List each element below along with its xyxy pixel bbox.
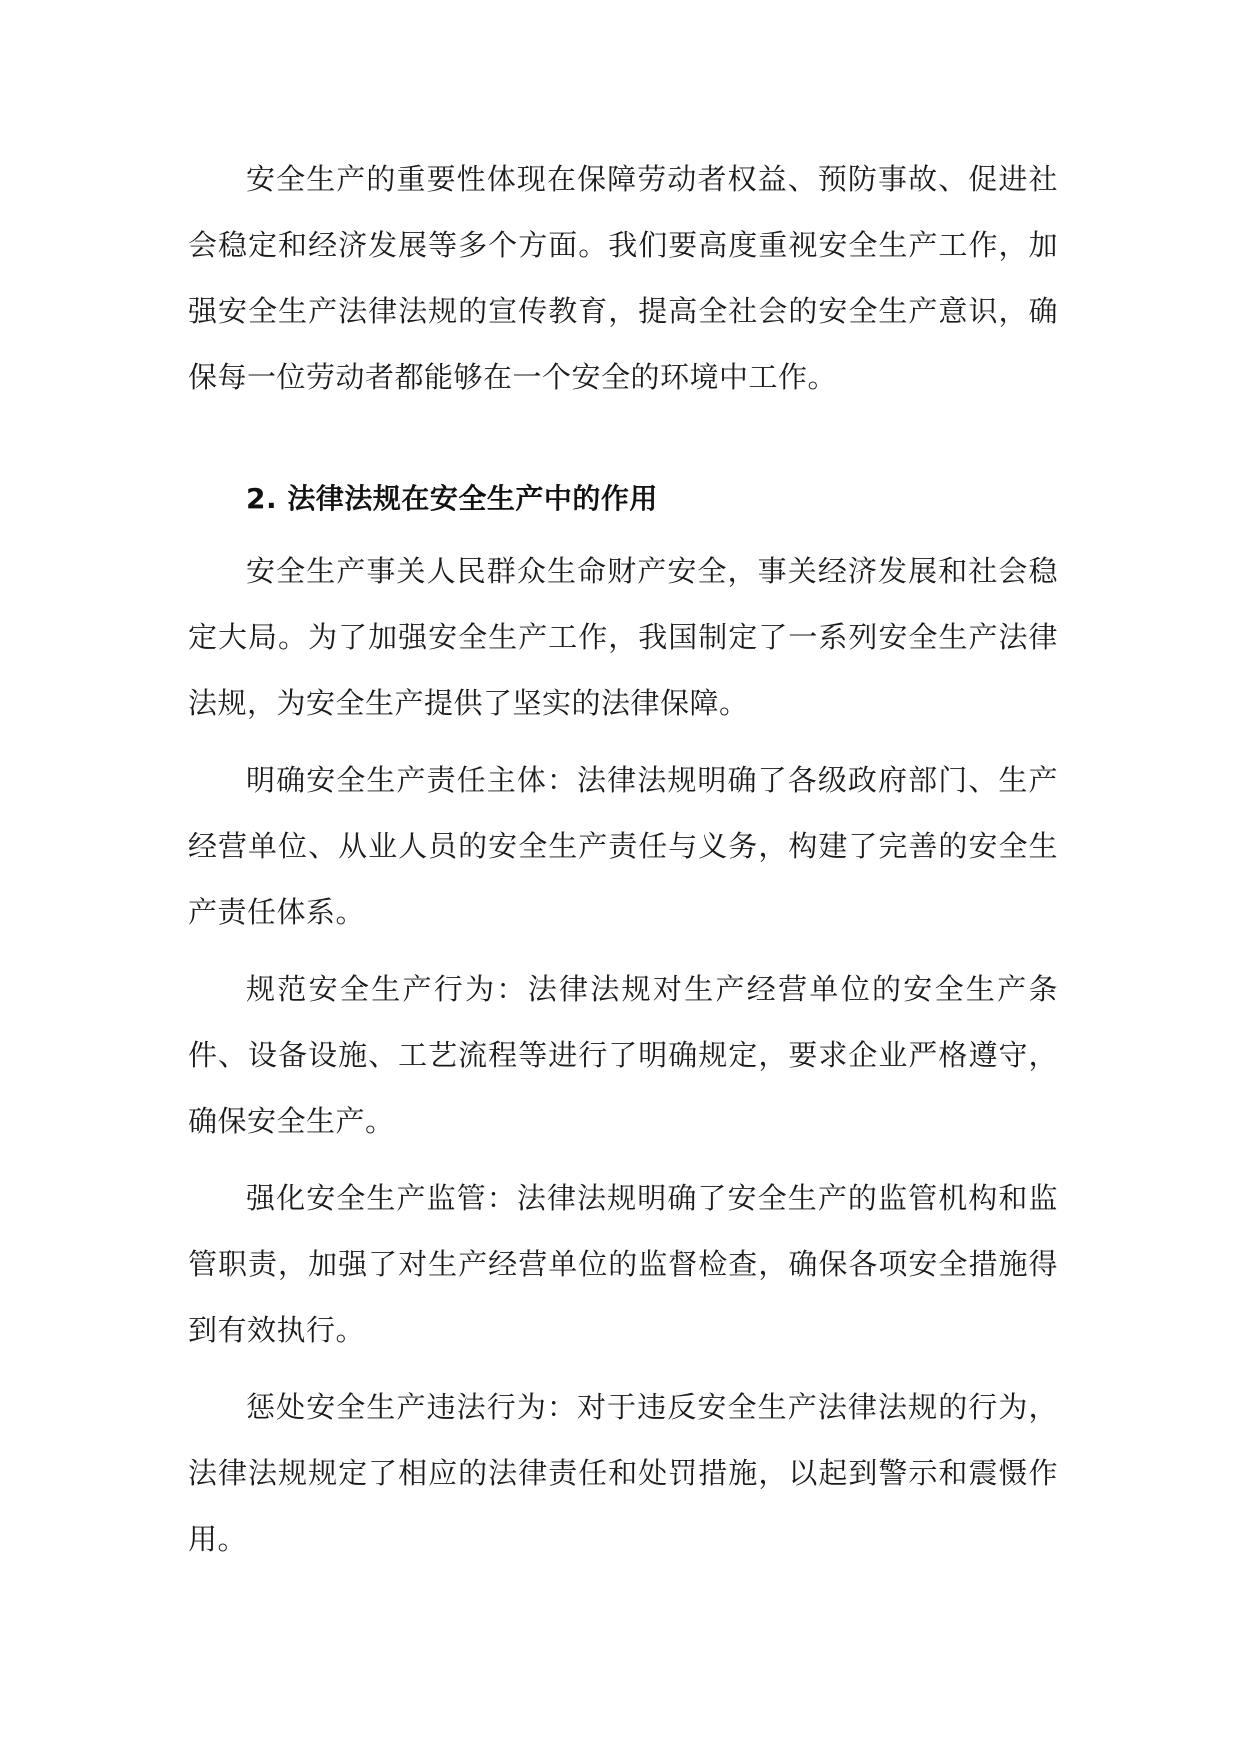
- paragraph-penalties: 惩处安全生产违法行为：对于违反安全生产法律法规的行为，法律法规规定了相应的法律责任和处罚措施，以起到警示和震慑作用。: [188, 1390, 1058, 1556]
- paragraph-regulate-behavior: 规范安全生产行为：法律法规对生产经营单位的安全生产条件、设备设施、工艺流程等进行了明确规定，要求企业严格遵守，确保安全生产。: [188, 972, 1058, 1138]
- section-heading: 2. 法律法规在安全生产中的作用: [246, 482, 658, 515]
- paragraph-supervision: 强化安全生产监管：法律法规明确了安全生产的监管机构和监管职责，加强了对生产经营单位的监督检查，确保各项安全措施得到有效执行。: [188, 1181, 1058, 1347]
- paragraph-responsibility: 明确安全生产责任主体：法律法规明确了各级政府部门、生产经营单位、从业人员的安全生产责任与义务，构建了完善的安全生产责任体系。: [188, 763, 1058, 929]
- intro-paragraph: 安全生产的重要性体现在保障劳动者权益、预防事故、促进社会稳定和经济发展等多个方面。我们要高度重视安全生产工作，加强安全生产法律法规的宣传教育，提高全社会的安全生产意识，确保每一位劳动者都能够在一个安全的环境中工作。: [188, 162, 1058, 394]
- paragraph-overview: 安全生产事关人民群众生命财产安全，事关经济发展和社会稳定大局。为了加强安全生产工作，我国制定了一系列安全生产法律法规，为安全生产提供了坚实的法律保障。: [188, 554, 1058, 720]
- document-body: [188, 146, 1058, 1572]
